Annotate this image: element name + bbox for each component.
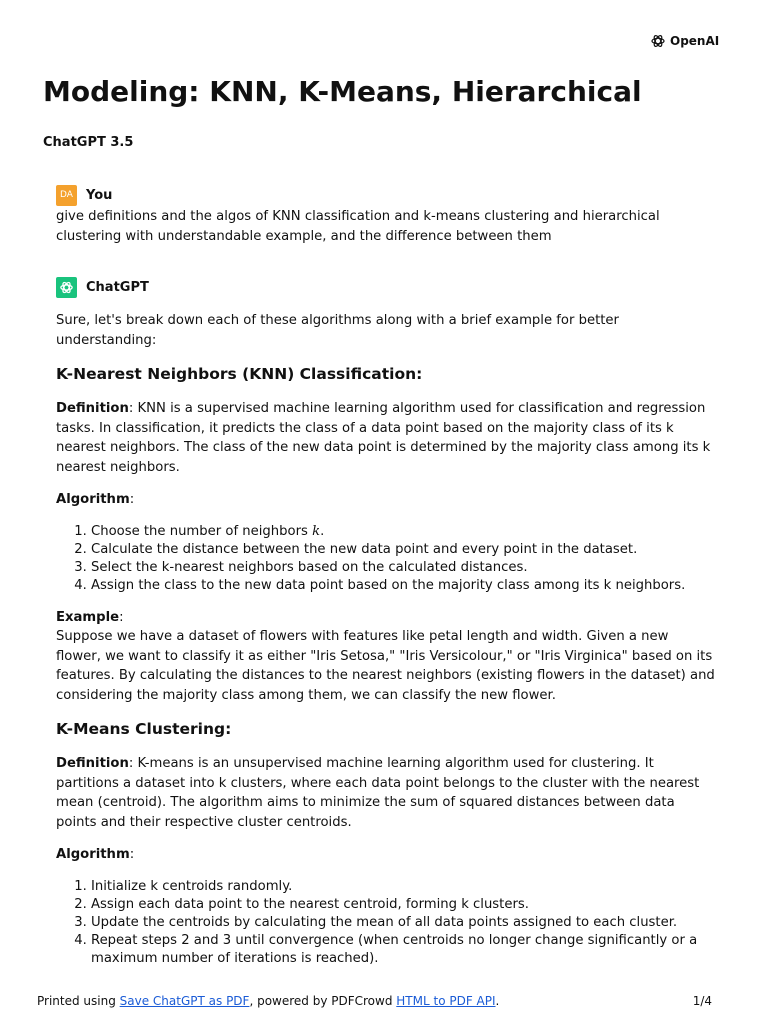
knn-steps-list bbox=[56, 523, 716, 595]
user-message-text: give definitions and the algos of KNN classification and k-means clustering and hierarchical clustering with understandable example, and the difference between them bbox=[56, 209, 660, 244]
kmeans-heading: K-Means Clustering: bbox=[56, 720, 232, 738]
page-number: 1/4 bbox=[692, 994, 712, 1008]
knn-example bbox=[56, 608, 716, 706]
kmeans-step: 4. Repeat steps 2 and 3 until convergence (when centroids no longer change significantly or a maximum number of iterations is reached). bbox=[91, 932, 716, 968]
user-speaker-header bbox=[56, 185, 716, 206]
user-message bbox=[56, 185, 716, 246]
kmeans-definition-text: : K-means is an unsupervised machine learning algorithm used for clustering. It partitions a dataset into k clusters, where each data point belongs to the cluster with the nearest mean (centroid). The algorithm aims to minimize the sum of squared distances between data points and their respective cluster centroids. bbox=[56, 756, 700, 830]
knn-step-text: Choose the number of neighbors bbox=[91, 523, 313, 539]
save-chatgpt-pdf-link[interactable]: Save ChatGPT as PDF bbox=[119, 994, 250, 1008]
brand-name: OpenAI bbox=[670, 34, 720, 48]
openai-brand bbox=[650, 33, 719, 49]
knn-algorithm-colon: : bbox=[129, 492, 135, 507]
model-label: ChatGPT 3.5 bbox=[43, 135, 134, 150]
knn-definition-text: : KNN is a supervised machine learning algorithm used for classification and regression tasks. In classification, it predicts the class of a data point based on the majority class of its k nearest neighbors. The class of the new data point is determined by the majority class among its k nearest neighbors. bbox=[56, 401, 711, 475]
footer-prefix: Printed using bbox=[37, 994, 120, 1008]
knn-example-colon: : bbox=[119, 609, 124, 625]
kmeans-steps-list bbox=[56, 878, 716, 968]
assistant-message bbox=[56, 277, 716, 981]
knn-step: 2. Calculate the distance between the new data point and every point in the dataset. bbox=[91, 541, 716, 559]
kmeans-step: 2. Assign each data point to the nearest centroid, forming k clusters. bbox=[91, 896, 716, 914]
print-footer bbox=[37, 993, 712, 1009]
kmeans-algorithm-colon: : bbox=[129, 847, 135, 862]
footer-credit bbox=[37, 993, 499, 1009]
footer-suffix: . bbox=[495, 994, 500, 1008]
kmeans-definition-label: Definition bbox=[56, 756, 129, 771]
footer-middle: , powered by PDFCrowd bbox=[249, 994, 397, 1008]
assistant-message-body bbox=[56, 311, 716, 968]
intro-paragraph: Sure, let's break down each of these algorithms along with a brief example for better understanding: bbox=[56, 313, 619, 348]
assistant-avatar bbox=[56, 277, 77, 298]
kmeans-step: 3. Update the centroids by calculating the mean of all data points assigned to each cluster. bbox=[91, 914, 716, 932]
assistant-speaker-name: ChatGPT bbox=[86, 280, 149, 295]
kmeans-definition bbox=[56, 754, 716, 832]
knn-algorithm-label-line bbox=[56, 490, 716, 510]
openai-logo-icon bbox=[650, 33, 666, 49]
knn-step bbox=[91, 523, 716, 541]
knn-step: 4. Assign the class to the new data point based on the majority class among its k neighbors. bbox=[91, 577, 716, 595]
knn-definition-label: Definition bbox=[56, 401, 129, 416]
chatgpt-logo-icon bbox=[59, 280, 74, 295]
knn-step: 3. Select the k-nearest neighbors based on the calculated distances. bbox=[91, 559, 716, 577]
knn-example-label: Example bbox=[56, 609, 120, 625]
knn-step-math: k bbox=[312, 523, 321, 539]
knn-definition bbox=[56, 399, 716, 477]
kmeans-algorithm-label: Algorithm bbox=[56, 847, 130, 862]
knn-step-punct: . bbox=[320, 523, 325, 539]
page-title: Modeling: KNN, K-Means, Hierarchical bbox=[43, 75, 642, 108]
assistant-speaker-header bbox=[56, 277, 716, 298]
knn-heading: K-Nearest Neighbors (KNN) Classification: bbox=[56, 365, 423, 383]
kmeans-step: 1. Initialize k centroids randomly. bbox=[91, 878, 716, 896]
kmeans-algorithm-label-line bbox=[56, 845, 716, 865]
html-to-pdf-api-link[interactable]: HTML to PDF API bbox=[396, 994, 496, 1008]
knn-algorithm-label: Algorithm bbox=[56, 492, 130, 507]
knn-example-text: Suppose we have a dataset of flowers with features like petal length and width. Given a new flower, we want to classify it as either "Iris Setosa," "Iris Versicolour," or "Iris Virginica" based on its features. By calculating the distances to the nearest neighbors (existing flowers in the dataset) and considering the majority class among them, we can classify the new flower. bbox=[56, 629, 715, 703]
user-speaker-name: You bbox=[86, 188, 113, 203]
user-avatar: DA bbox=[56, 185, 77, 206]
